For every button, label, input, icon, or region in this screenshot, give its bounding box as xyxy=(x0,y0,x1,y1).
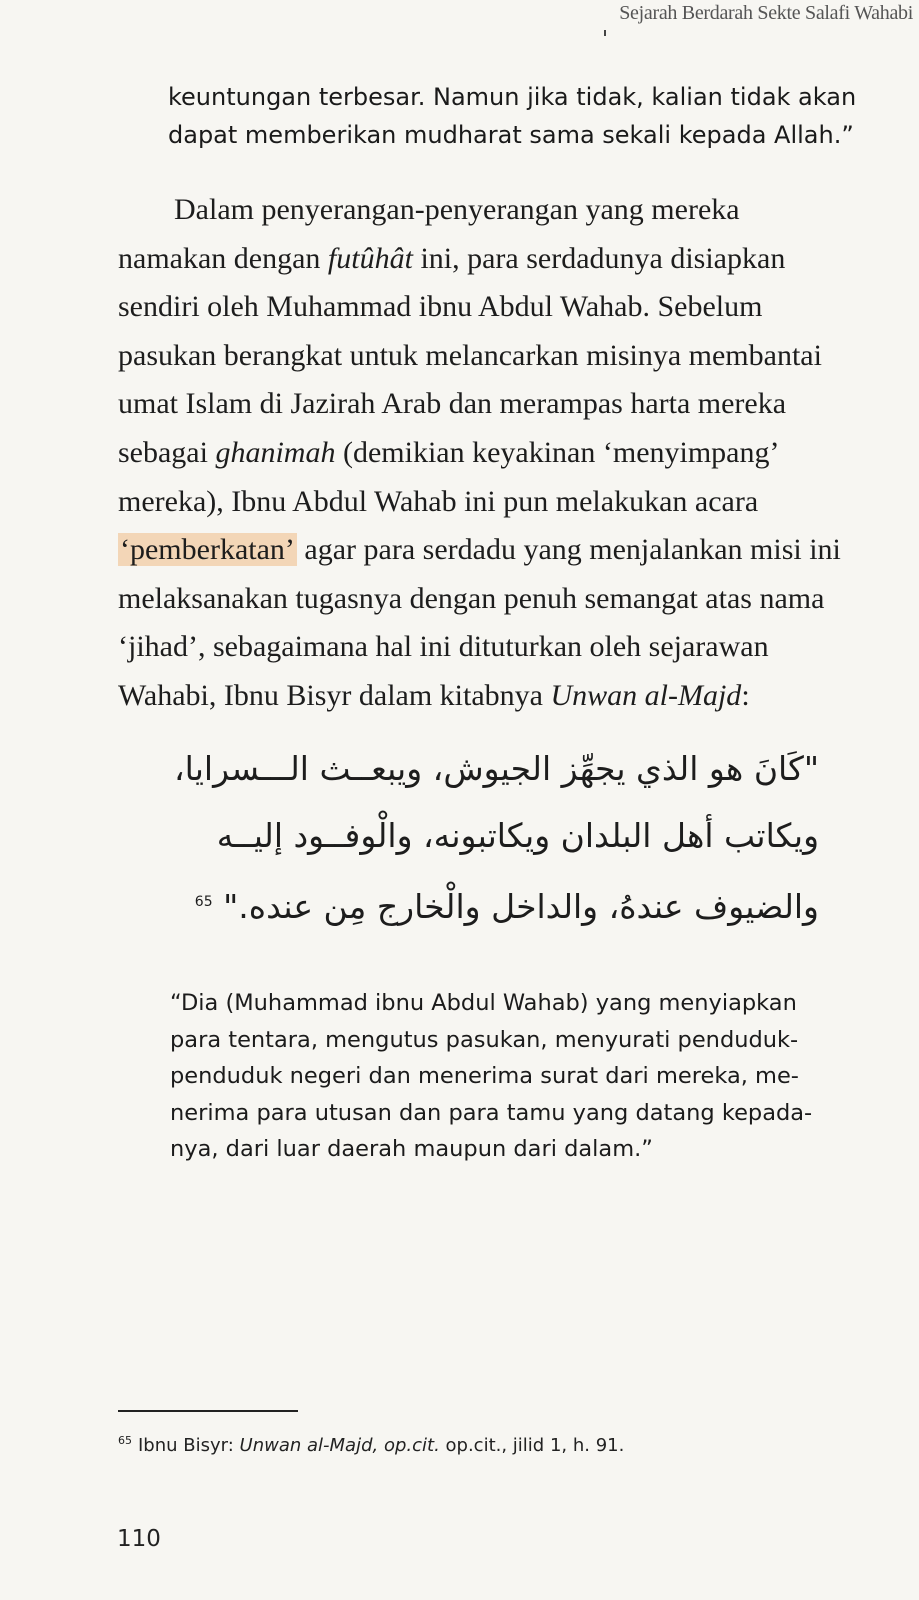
word: penyerangan-penyerangan xyxy=(261,193,578,226)
translation-line: nya, dari luar daerah maupun dari dalam.” xyxy=(170,1136,653,1162)
text: namakan dengan xyxy=(118,241,328,275)
paragraph-line-3: sendiri oleh Muhammad ibnu Abdul Wahab. Sebelum xyxy=(118,290,763,324)
page-number: 110 xyxy=(117,1526,161,1552)
word: mereka xyxy=(651,193,740,226)
quote-line: dapat memberikan mudharat sama sekali kepada Allah.” xyxy=(168,121,854,149)
opening-quote xyxy=(168,78,868,154)
text: agar para serdadu yang menjalankan misi ini xyxy=(296,533,841,567)
book-title: Unwan al-Majd xyxy=(550,678,742,712)
word: Dalam xyxy=(174,193,254,226)
paragraph-line-6 xyxy=(118,429,919,478)
paragraph-line-9: melaksanakan tugasnya dengan penuh semangat atas nama xyxy=(118,581,825,615)
header-mark xyxy=(604,30,606,36)
italic-term: ghanimah xyxy=(215,435,336,469)
paragraph-line-10: ‘jihad’, sebagaimana hal ini dituturkan oleh sejarawan xyxy=(118,630,769,664)
arabic-line: ويكاتب أهل البلدان ويكاتبونه، والْوفــود إليــه xyxy=(216,816,819,855)
text: (demikian keyakinan ‘menyimpang’ xyxy=(335,435,780,469)
paragraph-line-4: pasukan berangkat untuk melancarkan misinya membantai xyxy=(118,338,822,372)
paragraph-line-1 xyxy=(118,186,918,235)
quote-line: keuntungan terbesar. Namun jika tidak, kalian tidak akan xyxy=(168,83,857,111)
text: Wahabi, Ibnu Bisyr dalam kitabnya xyxy=(118,678,551,712)
text: Ibnu Bisyr: xyxy=(138,1435,240,1456)
arabic-line xyxy=(119,869,819,940)
paragraph-line-7: mereka), Ibnu Abdul Wahab ini pun melakukan acara xyxy=(118,484,759,518)
paragraph-line-5: umat Islam di Jazirah Arab dan merampas harta mereka xyxy=(118,387,787,421)
footnote xyxy=(118,1434,624,1456)
translation-line: penduduk negeri dan menerima surat dari mereka, me- xyxy=(170,1063,799,1089)
running-header: Sejarah Berdarah Sekte Salafi Wahabi xyxy=(619,2,913,24)
text: والضيوف عندهُ، والداخل والْخارج مِن عنده." xyxy=(223,887,819,926)
text: sebagai xyxy=(118,435,216,469)
paragraph-line-8 xyxy=(118,526,919,575)
text: op.cit., jilid 1, h. 91. xyxy=(439,1435,625,1456)
translation-line: para tentara, mengutus pasukan, menyurati penduduk- xyxy=(170,1026,799,1053)
arabic-quote xyxy=(119,735,819,940)
main-paragraph xyxy=(118,186,919,721)
text: : xyxy=(741,678,750,712)
arabic-line: "كَانَ هو الذي يجهِّز الجيوش، ويبعــث الـــسرايا، xyxy=(174,749,819,788)
footnote-divider xyxy=(118,1410,298,1412)
translation-line: nerima para utusan dan para tamu yang datang kepada- xyxy=(170,1099,813,1126)
translation-line: “Dia (Muhammad ibnu Abdul Wahab) yang menyiapkan xyxy=(170,990,797,1016)
translation-quote xyxy=(170,985,870,1168)
paragraph-line-2 xyxy=(118,235,919,284)
italic-term: futûhât xyxy=(327,241,413,275)
word: yang xyxy=(585,193,644,226)
text: ini, para serdadunya disiapkan xyxy=(412,241,786,275)
footnote-ref: 65 xyxy=(194,894,213,910)
footnote-number: 65 xyxy=(118,1434,132,1447)
paragraph-line-11 xyxy=(118,672,919,721)
citation-title: Unwan al-Majd, op.cit. xyxy=(239,1435,440,1456)
highlighted-term: ‘pemberkatan’ xyxy=(120,533,295,567)
